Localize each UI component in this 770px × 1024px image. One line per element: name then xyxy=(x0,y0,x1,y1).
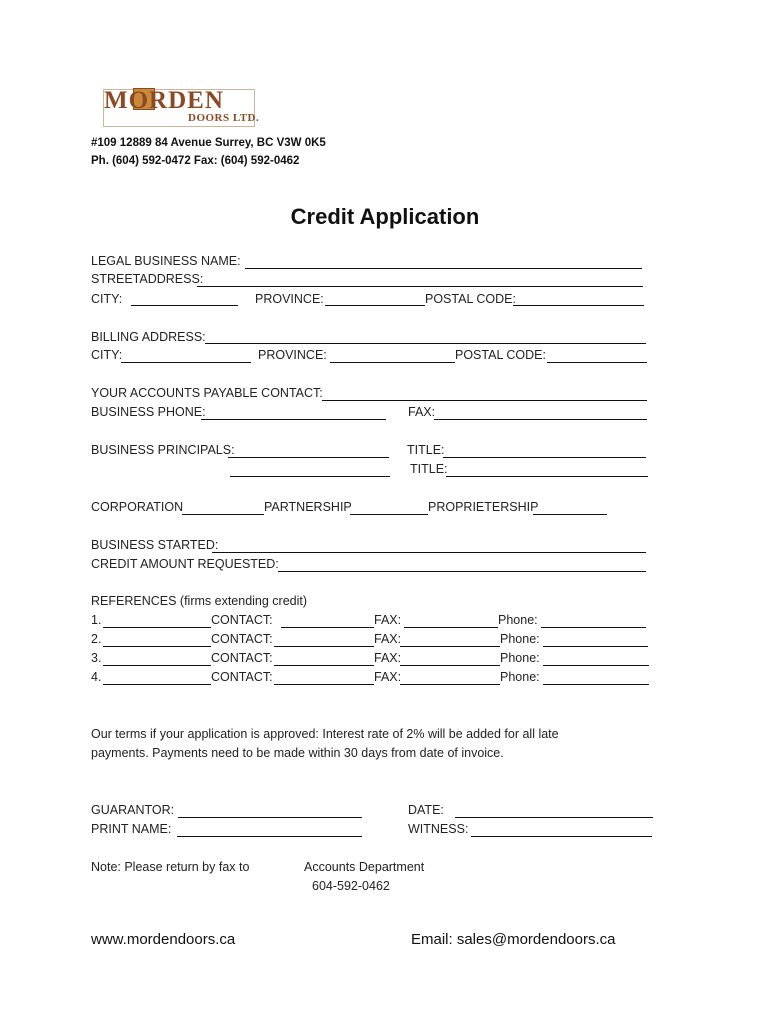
billing-city-field[interactable] xyxy=(121,362,251,363)
guarantor-field[interactable] xyxy=(178,817,362,818)
province-label: PROVINCE: xyxy=(255,292,324,306)
credit-amount-field[interactable] xyxy=(278,571,646,572)
logo-subtitle: DOORS LTD. xyxy=(188,112,260,124)
reference-contact-field[interactable] xyxy=(281,627,374,628)
business-principal-2-field[interactable] xyxy=(230,476,390,477)
date-label: DATE: xyxy=(408,803,444,817)
reference-phone-label: Phone: xyxy=(500,651,540,665)
references-heading: REFERENCES (firms extending credit) xyxy=(91,594,308,608)
proprietership-label: PROPRIETERSHIP xyxy=(428,500,539,514)
corporation-label: CORPORATION xyxy=(91,500,184,514)
witness-field[interactable] xyxy=(471,836,652,837)
reference-phone-field[interactable] xyxy=(541,627,646,628)
website-link[interactable]: www.mordendoors.ca xyxy=(91,931,236,948)
reference-fax-label: FAX: xyxy=(374,670,402,684)
city-label: CITY: xyxy=(91,292,123,306)
title-1-label: TITLE: xyxy=(407,443,445,457)
reference-firm-field[interactable] xyxy=(103,665,211,666)
fax-label: FAX: xyxy=(408,405,436,419)
title-1-field[interactable] xyxy=(443,457,646,458)
business-started-label: BUSINESS STARTED: xyxy=(91,538,219,552)
reference-number: 3. xyxy=(91,651,102,665)
street-address-field[interactable] xyxy=(197,286,643,287)
business-principals-label: BUSINESS PRINCIPALS: xyxy=(91,443,235,457)
accounts-department: Accounts Department xyxy=(304,860,425,874)
proprietership-field[interactable] xyxy=(533,514,607,515)
street-address-label: STREETADDRESS: xyxy=(91,272,204,286)
reference-fax-field[interactable] xyxy=(400,646,500,647)
date-field[interactable] xyxy=(455,817,653,818)
province-field[interactable] xyxy=(325,305,425,306)
email-link[interactable]: Email: sales@mordendoors.ca xyxy=(411,931,616,948)
billing-province-label: PROVINCE: xyxy=(258,348,327,362)
reference-number: 1. xyxy=(91,613,102,627)
postal-code-label: POSTAL CODE: xyxy=(425,292,516,306)
print-name-field[interactable] xyxy=(177,836,362,837)
accounts-payable-label: YOUR ACCOUNTS PAYABLE CONTACT: xyxy=(91,386,323,400)
logo-text: MORDEN xyxy=(104,87,224,114)
business-started-field[interactable] xyxy=(212,552,646,553)
billing-province-field[interactable] xyxy=(330,362,455,363)
page-title: Credit Application xyxy=(290,204,480,229)
partnership-field[interactable] xyxy=(350,514,428,515)
reference-contact-label: CONTACT: xyxy=(211,651,273,665)
title-2-label: TITLE: xyxy=(410,462,448,476)
billing-postal-code-label: POSTAL CODE: xyxy=(455,348,546,362)
terms-line-2: payments. Payments need to be made within 30 days from date of invoice. xyxy=(91,746,504,760)
return-note: Note: Please return by fax to xyxy=(91,860,250,874)
reference-fax-label: FAX: xyxy=(374,651,402,665)
billing-address-field[interactable] xyxy=(205,343,646,344)
witness-label: WITNESS: xyxy=(408,822,469,836)
terms-line-1: Our terms if your application is approved: Interest rate of 2% will be added for all late xyxy=(91,727,559,741)
reference-firm-field[interactable] xyxy=(103,627,211,628)
reference-contact-field[interactable] xyxy=(274,646,374,647)
reference-phone-field[interactable] xyxy=(543,684,649,685)
legal-business-name-label: LEGAL BUSINESS NAME: xyxy=(91,254,241,268)
reference-firm-field[interactable] xyxy=(103,684,211,685)
reference-fax-label: FAX: xyxy=(374,613,402,627)
business-phone-field[interactable] xyxy=(201,419,386,420)
reference-fax-field[interactable] xyxy=(404,627,498,628)
reference-fax-field[interactable] xyxy=(400,684,500,685)
print-name-label: PRINT NAME: xyxy=(91,822,172,836)
billing-city-label: CITY: xyxy=(91,348,123,362)
legal-business-name-field[interactable] xyxy=(245,268,642,269)
reference-number: 4. xyxy=(91,670,102,684)
reference-contact-field[interactable] xyxy=(274,684,374,685)
reference-phone-label: Phone: xyxy=(498,613,538,627)
reference-contact-label: CONTACT: xyxy=(211,613,273,627)
reference-phone-label: Phone: xyxy=(500,632,540,646)
business-principal-1-field[interactable] xyxy=(228,457,389,458)
guarantor-label: GUARANTOR: xyxy=(91,803,175,817)
reference-firm-field[interactable] xyxy=(103,646,211,647)
reference-contact-label: CONTACT: xyxy=(211,670,273,684)
reference-number: 2. xyxy=(91,632,102,646)
accounts-fax-number: 604-592-0462 xyxy=(312,879,390,893)
billing-postal-code-field[interactable] xyxy=(547,362,647,363)
partnership-label: PARTNERSHIP xyxy=(264,500,352,514)
fax-field[interactable] xyxy=(434,419,647,420)
business-phone-label: BUSINESS PHONE: xyxy=(91,405,206,419)
reference-fax-label: FAX: xyxy=(374,632,402,646)
billing-address-label: BILLING ADDRESS: xyxy=(91,330,206,344)
reference-phone-field[interactable] xyxy=(543,646,648,647)
company-address: #109 12889 84 Avenue Surrey, BC V3W 0K5 xyxy=(91,137,326,149)
reference-phone-label: Phone: xyxy=(500,670,540,684)
title-2-field[interactable] xyxy=(446,476,648,477)
reference-contact-label: CONTACT: xyxy=(211,632,273,646)
postal-code-field[interactable] xyxy=(513,305,644,306)
accounts-payable-field[interactable] xyxy=(322,400,647,401)
corporation-field[interactable] xyxy=(182,514,264,515)
reference-phone-field[interactable] xyxy=(543,665,649,666)
reference-contact-field[interactable] xyxy=(274,665,374,666)
reference-fax-field[interactable] xyxy=(400,665,500,666)
company-phone-fax: Ph. (604) 592-0472 Fax: (604) 592-0462 xyxy=(91,155,300,167)
credit-amount-label: CREDIT AMOUNT REQUESTED: xyxy=(91,557,279,571)
city-field[interactable] xyxy=(131,305,238,306)
